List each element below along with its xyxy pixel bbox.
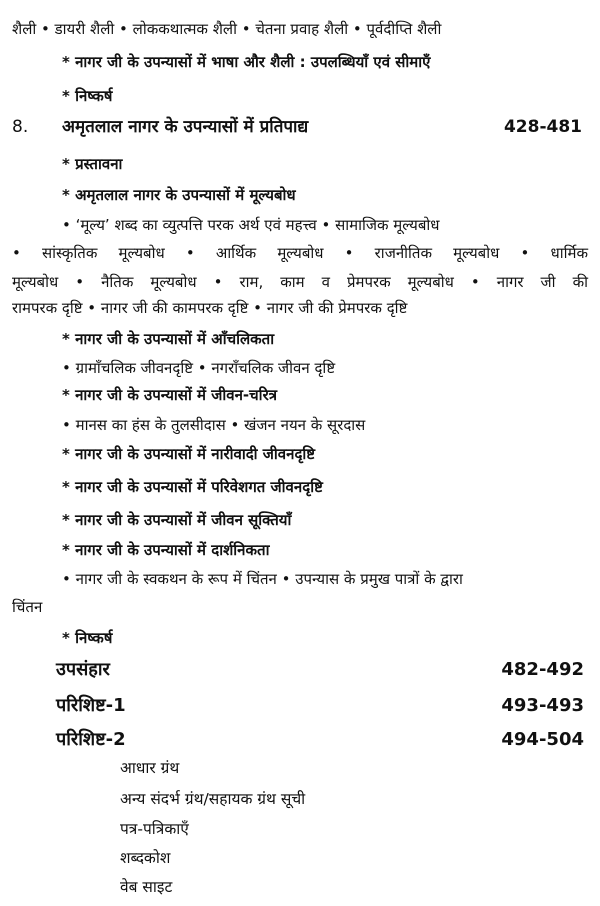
appendix-item-base-texts: आधार ग्रंथ <box>120 759 180 777</box>
toc-subheading-language-style: * नागर जी के उपन्यासों में भाषा और शैली : उपलब्धियाँ एवं सीमाएँ <box>62 53 431 71</box>
section-page-range: 482-492 <box>501 659 584 680</box>
toc-subheading-conclusion-2: * निष्कर्ष <box>62 629 113 647</box>
section-title: उपसंहार <box>56 659 110 680</box>
toc-subheading-feminist: * नागर जी के उपन्यासों में नारीवादी जीवनदृष्टि <box>62 445 316 463</box>
section-page-range: 493-493 <box>501 695 584 716</box>
value-list-line-2: • सांस्कृतिक मूल्यबोध • आर्थिक मूल्यबोध • राजनीतिक मूल्यबोध • धार्मिक <box>12 244 588 262</box>
appendix-item-references: अन्य संदर्भ ग्रंथ/सहायक ग्रंथ सूची <box>120 790 306 808</box>
style-list-line: शैली • डायरी शैली • लोककथात्मक शैली • चेतना प्रवाह शैली • पूर्वदीप्ति शैली <box>12 20 442 38</box>
toc-section-appendix-2 <box>0 724 600 756</box>
value-list-line-1: • ‘मूल्य’ शब्द का व्युत्पत्ति परक अर्थ एवं महत्त्व • सामाजिक मूल्यबोध <box>62 216 440 234</box>
section-title: परिशिष्ट-2 <box>56 729 126 750</box>
toc-chapter-8 <box>0 112 600 142</box>
appendix-item-dictionary: शब्दकोश <box>120 849 171 867</box>
toc-section-appendix-1 <box>0 690 600 722</box>
toc-subheading-aphorisms: * नागर जी के उपन्यासों में जीवन सूक्तियाँ <box>62 511 292 529</box>
chapter-number: 8. <box>12 117 29 137</box>
toc-subheading-philosophy: * नागर जी के उपन्यासों में दार्शनिकता <box>62 541 270 559</box>
chapter-title: अमृतलाल नागर के उपन्यासों में प्रतिपाद्य <box>62 117 309 137</box>
philosophy-list-line-2: चिंतन <box>12 598 43 616</box>
toc-section-conclusion <box>0 654 600 686</box>
toc-subheading-biography: * नागर जी के उपन्यासों में जीवन-चरित्र <box>62 386 277 404</box>
biography-list-line: • मानस का हंस के तुलसीदास • खंजन नयन के सूरदास <box>62 416 366 434</box>
value-list-line-3: मूल्यबोध • नैतिक मूल्यबोध • राम, काम व प्रेमपरक मूल्यबोध • नागर जी की <box>12 273 588 291</box>
toc-subheading-regionalism: * नागर जी के उपन्यासों में आँचलिकता <box>62 330 275 348</box>
toc-subheading-value-sense: * अमृतलाल नागर के उपन्यासों में मूल्यबोध <box>62 186 296 204</box>
appendix-item-journals: पत्र-पत्रिकाएँ <box>120 820 189 838</box>
toc-subheading-introduction: * प्रस्तावना <box>62 155 123 173</box>
philosophy-list-line-1: • नागर जी के स्वकथन के रूप में चिंतन • उपन्यास के प्रमुख पात्रों के द्वारा <box>62 570 463 588</box>
toc-subheading-environment: * नागर जी के उपन्यासों में परिवेशगत जीवनदृष्टि <box>62 478 323 496</box>
regionalism-list-line: • ग्रामाँचलिक जीवनदृष्टि • नगराँचलिक जीवन दृष्टि <box>62 359 336 377</box>
value-list-line-4: रामपरक दृष्टि • नागर जी की कामपरक दृष्टि • नागर जी की प्रेमपरक दृष्टि <box>12 299 408 317</box>
chapter-page-range: 428-481 <box>503 117 582 137</box>
appendix-item-website: वेब साइट <box>120 878 173 896</box>
section-title: परिशिष्ट-1 <box>56 695 126 716</box>
toc-subheading-conclusion: * निष्कर्ष <box>62 87 113 105</box>
section-page-range: 494-504 <box>501 729 584 750</box>
